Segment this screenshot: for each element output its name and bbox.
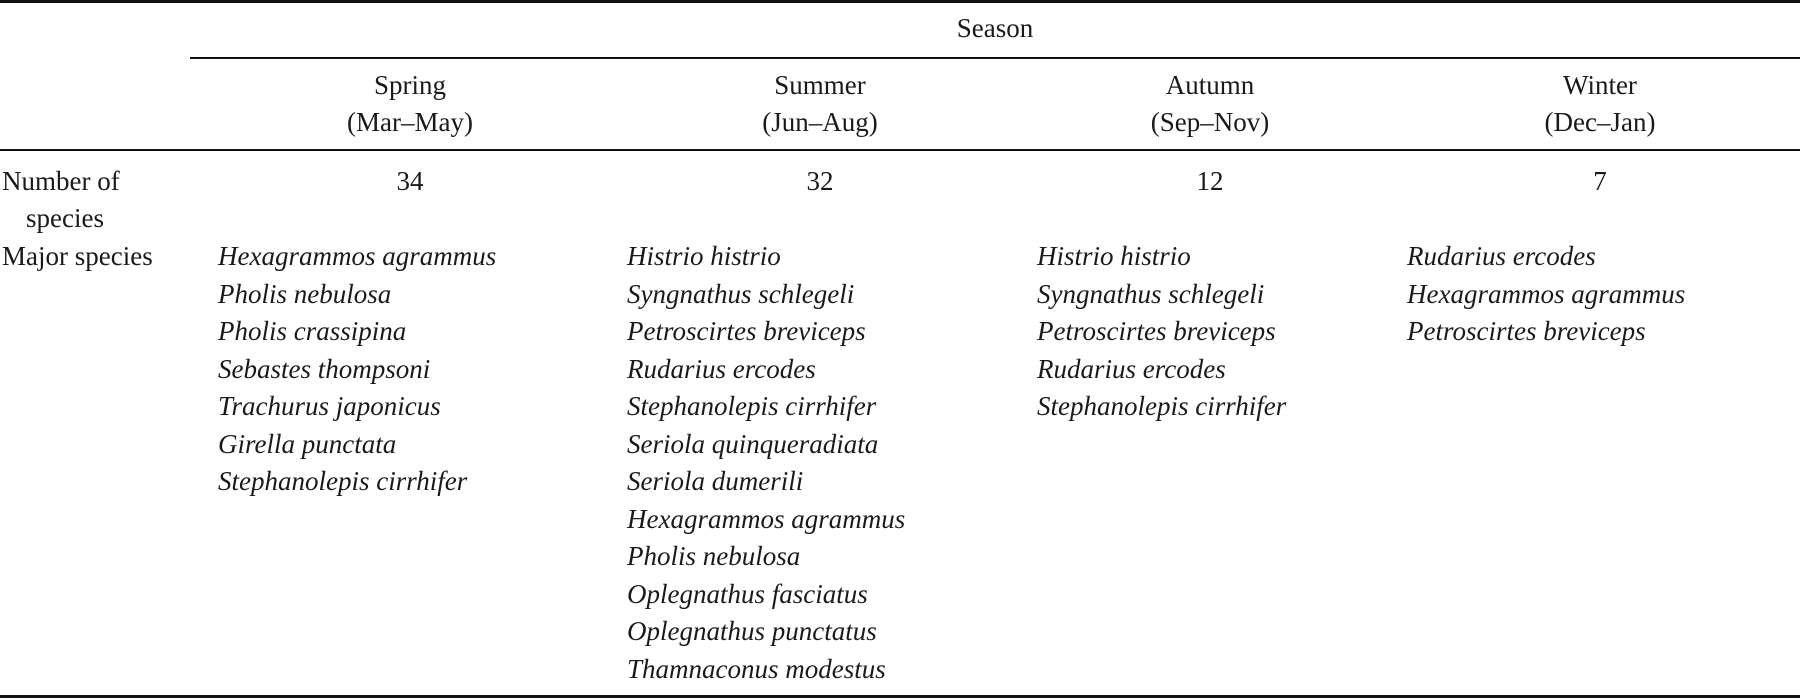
species-list-autumn: [1037, 238, 1286, 426]
count-winter: 7: [1593, 166, 1607, 196]
list-item: Rudarius ercodes: [627, 353, 816, 384]
list-item: Oplegnathus fasciatus: [627, 578, 868, 609]
table-top-rule: [0, 0, 1800, 3]
list-item: Trachurus japonicus: [218, 391, 441, 421]
list-item: Pholis nebulosa: [218, 278, 392, 309]
list-item: Girella punctata: [218, 428, 397, 459]
list-item: Stephanolepis cirrhifer: [1037, 391, 1287, 421]
count-autumn: 12: [1196, 166, 1224, 196]
column-name: Summer: [774, 70, 866, 100]
list-item: Thamnaconus modestus: [627, 653, 886, 684]
column-header-autumn: [1010, 67, 1410, 141]
list-item: Seriola dumerili: [627, 466, 804, 496]
list-item: Hexagrammos agrammus: [1407, 278, 1686, 309]
list-item: Stephanolepis cirrhifer: [218, 466, 468, 496]
list-item: Syngnathus schlegeli: [1037, 278, 1265, 309]
list-item: Rudarius ercodes: [1407, 241, 1596, 271]
list-item: Pholis nebulosa: [627, 541, 801, 571]
list-item: Oplegnathus punctatus: [627, 616, 877, 646]
list-item: Hexagrammos agrammus: [627, 503, 906, 534]
row-label-count: Number of: [2, 166, 120, 196]
column-months: (Sep–Nov): [1150, 107, 1270, 137]
column-months: (Dec–Jan): [1544, 107, 1656, 137]
list-item: Rudarius ercodes: [1037, 353, 1226, 384]
list-item: Stephanolepis cirrhifer: [627, 391, 877, 421]
row-label-species: Major species: [2, 241, 153, 271]
season-rule: [190, 57, 1800, 59]
table-bottom-rule: [0, 695, 1800, 698]
list-item: Syngnathus schlegeli: [627, 278, 855, 309]
list-item: Hexagrammos agrammus: [218, 241, 497, 271]
column-header-spring: [210, 67, 610, 141]
list-item: Petroscirtes breviceps: [1037, 316, 1276, 346]
species-list-spring: [218, 238, 496, 501]
column-name: Autumn: [1165, 70, 1255, 100]
column-header-summer: [620, 67, 1020, 141]
header-rule: [0, 149, 1800, 151]
count-spring: 34: [396, 166, 424, 196]
list-item: Seriola quinqueradiata: [627, 428, 879, 459]
species-list-summer: [627, 238, 905, 688]
list-item: Petroscirtes breviceps: [627, 316, 866, 346]
species-list-winter: [1407, 238, 1685, 351]
list-item: Pholis crassipina: [218, 316, 407, 346]
list-item: Petroscirtes breviceps: [1407, 316, 1646, 346]
row-label-count-cont: species: [26, 203, 104, 233]
column-header-winter: [1390, 67, 1800, 141]
column-name: Spring: [373, 70, 446, 100]
count-summer: 32: [806, 166, 834, 196]
column-months: (Jun–Aug): [762, 107, 878, 137]
column-name: Winter: [1563, 70, 1637, 100]
list-item: Histrio histrio: [1037, 241, 1191, 271]
season-header: Season: [956, 13, 1034, 43]
list-item: Sebastes thompsoni: [218, 353, 431, 384]
list-item: Histrio histrio: [627, 241, 781, 271]
column-months: (Mar–May): [347, 107, 473, 137]
